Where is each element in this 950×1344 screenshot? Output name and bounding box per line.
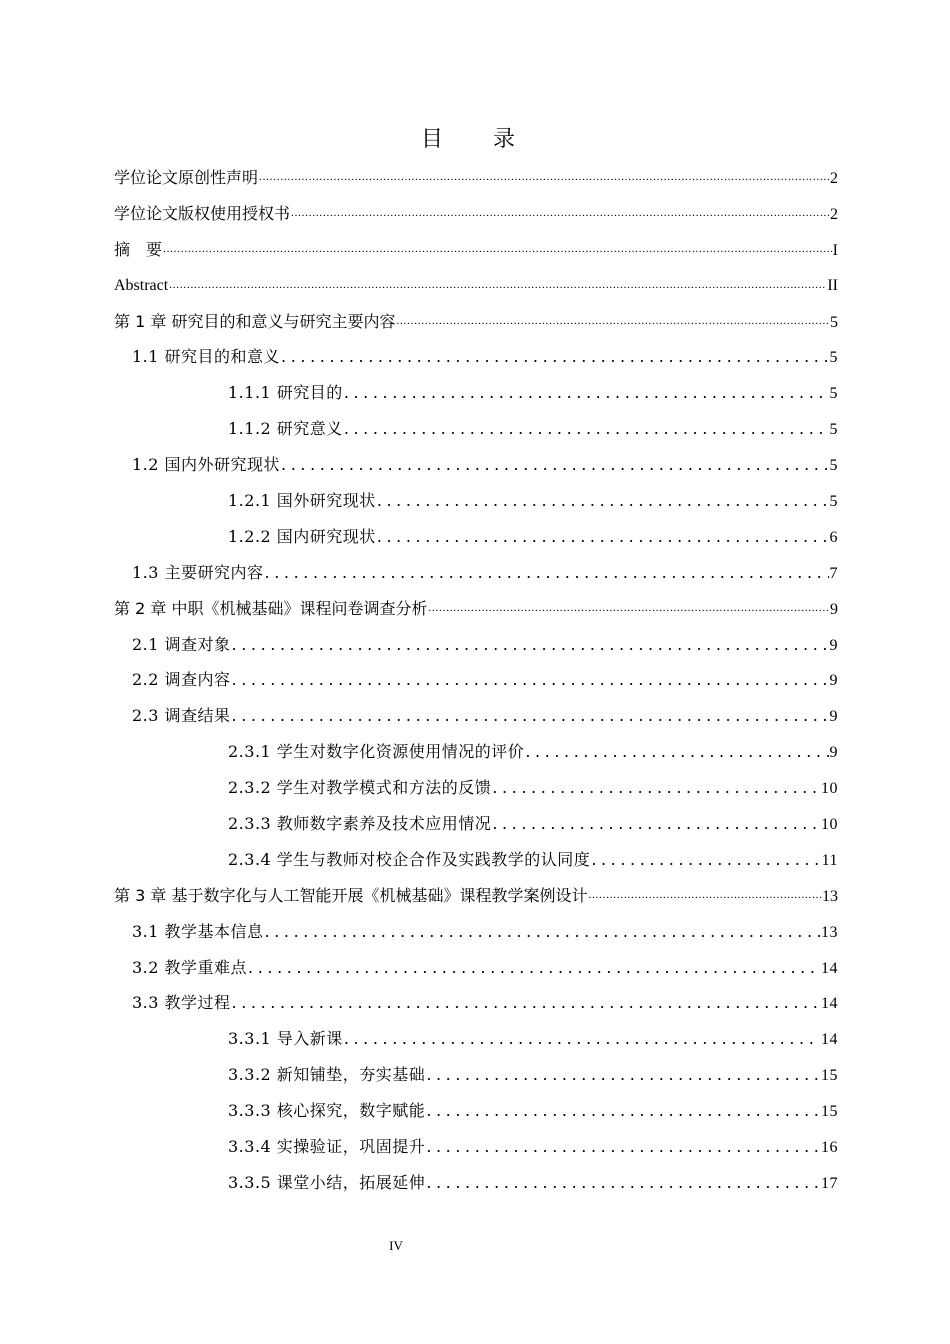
toc-entry-label: 2.3.2 学生对教学模式和方法的反馈	[228, 778, 492, 798]
toc-entry-page-number: 9	[830, 600, 838, 618]
toc-entry-label: Abstract	[114, 276, 169, 294]
toc-dot-leader	[428, 591, 829, 627]
toc-dot-leader	[291, 196, 829, 232]
toc-entry-label: 3.3 教学过程	[132, 993, 231, 1013]
toc-title: 目 录	[420, 127, 529, 152]
toc-dot-leader	[344, 1021, 820, 1057]
toc-entry[interactable]	[114, 770, 838, 806]
toc-entry-label: 3.3.1 导入新课	[228, 1029, 343, 1049]
toc-entry[interactable]	[114, 196, 838, 232]
toc-dot-leader	[426, 1165, 820, 1201]
toc-entry[interactable]	[114, 375, 838, 411]
toc-entry-page-number: 9	[829, 744, 838, 762]
toc-entry-page-number: 7	[829, 564, 838, 582]
toc-dot-leader	[344, 375, 829, 411]
toc-dot-leader	[377, 483, 829, 519]
toc-entry-label: 第 3 章 基于数字化与人工智能开展《机械基础》课程教学案例设计	[114, 885, 588, 905]
toc-entry-label: 1.3 主要研究内容	[132, 562, 264, 582]
toc-entry-page-number: 5	[829, 493, 838, 511]
toc-entry[interactable]	[114, 1165, 838, 1201]
toc-entry-label: 学位论文版权使用授权书	[114, 203, 291, 223]
toc-entry-label: 1.1.2 研究意义	[228, 419, 343, 439]
toc-entry-page-number: 14	[821, 995, 838, 1013]
toc-entry[interactable]	[114, 232, 838, 268]
toc-entry[interactable]	[114, 1129, 838, 1165]
toc-entry-page-number: 14	[821, 1031, 838, 1049]
toc-entry[interactable]	[114, 985, 838, 1021]
toc-dot-leader	[492, 806, 820, 842]
toc-entry[interactable]	[114, 878, 838, 914]
toc-list	[114, 160, 838, 1201]
toc-entry-page-number: 5	[829, 421, 838, 439]
toc-entry-label: 1.2 国内外研究现状	[132, 455, 281, 475]
toc-entry-page-number: 6	[829, 528, 838, 546]
toc-entry-label: 第 2 章 中职《机械基础》课程问卷调查分析	[114, 598, 428, 618]
toc-entry-page-number: 15	[821, 1103, 838, 1121]
toc-entry[interactable]	[114, 160, 838, 196]
toc-entry-label: 学位论文原创性声明	[114, 168, 259, 187]
toc-entry[interactable]	[114, 734, 838, 770]
toc-dot-leader	[344, 411, 829, 447]
toc-entry-page-number: 17	[821, 1174, 838, 1192]
footer-page-number: IV	[389, 1238, 403, 1253]
toc-dot-leader	[232, 662, 829, 698]
toc-entry-label: 3.3.5 课堂小结，拓展延伸	[228, 1172, 426, 1192]
toc-entry-label: 3.2 教学重难点	[132, 957, 248, 977]
toc-entry[interactable]	[114, 304, 838, 340]
toc-entry-page-number: 5	[829, 457, 838, 475]
toc-entry-page-number: 10	[821, 780, 838, 798]
toc-entry-label: 1.1.1 研究目的	[228, 383, 343, 403]
toc-entry-page-number: 11	[821, 851, 838, 869]
toc-dot-leader	[281, 447, 828, 483]
toc-entry-page-number: 14	[821, 959, 838, 977]
toc-entry-label: 2.2 调查内容	[132, 670, 231, 690]
toc-entry-label: 1.2.2 国内研究现状	[228, 526, 376, 546]
toc-entry-label: 2.3.4 学生与教师对校企合作及实践教学的认同度	[228, 849, 591, 869]
toc-dot-leader	[265, 555, 829, 591]
toc-dot-leader	[248, 950, 820, 986]
toc-entry[interactable]	[114, 519, 838, 555]
toc-entry[interactable]	[114, 1021, 838, 1057]
toc-entry-page-number: 9	[829, 708, 838, 726]
toc-entry[interactable]	[114, 806, 838, 842]
toc-entry-label: 摘 要	[114, 239, 163, 259]
toc-entry-page-number: 10	[821, 816, 838, 834]
toc-dot-leader	[232, 985, 820, 1021]
toc-entry-page-number: 15	[821, 1067, 838, 1085]
toc-entry[interactable]	[114, 842, 838, 878]
toc-entry-label: 第 1 章 研究目的和意义与研究主要内容	[114, 311, 396, 331]
toc-dot-leader	[281, 339, 828, 375]
toc-entry-page-number: 2	[830, 205, 838, 223]
toc-dot-leader	[232, 698, 829, 734]
toc-entry[interactable]	[114, 447, 838, 483]
toc-dot-leader	[525, 734, 828, 770]
toc-dot-leader	[426, 1129, 820, 1165]
toc-entry-label: 2.1 调查对象	[132, 634, 231, 654]
toc-entry-page-number: 16	[821, 1139, 838, 1157]
toc-entry-page-number: 9	[829, 636, 838, 654]
toc-entry-label: 3.1 教学基本信息	[132, 921, 264, 941]
toc-entry[interactable]	[114, 411, 838, 447]
toc-entry-page-number: 5	[829, 385, 838, 403]
toc-entry-label: 2.3.1 学生对数字化资源使用情况的评价	[228, 742, 525, 762]
toc-entry[interactable]	[114, 1057, 838, 1093]
toc-entry-page-number: II	[827, 276, 838, 294]
toc-entry[interactable]	[114, 555, 838, 591]
toc-dot-leader	[426, 1093, 820, 1129]
toc-entry[interactable]	[114, 627, 838, 663]
toc-entry-page-number: 5	[830, 313, 838, 331]
toc-dot-leader	[232, 627, 829, 663]
toc-entry-label: 3.3.2 新知铺垫，夯实基础	[228, 1065, 426, 1085]
toc-dot-leader	[591, 842, 820, 878]
toc-entry[interactable]	[114, 950, 838, 986]
toc-entry-label: 2.3 调查结果	[132, 706, 231, 726]
toc-entry-page-number: 13	[822, 887, 838, 905]
toc-entry-label: 1.1 研究目的和意义	[132, 347, 281, 367]
toc-entry[interactable]	[114, 483, 838, 519]
toc-dot-leader	[377, 519, 829, 555]
toc-entry[interactable]	[114, 268, 838, 304]
toc-entry-page-number: 9	[829, 672, 838, 690]
toc-dot-leader	[588, 878, 821, 914]
toc-entry[interactable]	[114, 1093, 838, 1129]
toc-dot-leader	[163, 232, 832, 268]
toc-dot-leader	[426, 1057, 820, 1093]
toc-entry[interactable]	[114, 662, 838, 698]
toc-dot-leader	[259, 160, 829, 196]
toc-entry-label: 1.2.1 国外研究现状	[228, 491, 376, 511]
toc-dot-leader	[492, 770, 820, 806]
toc-entry-page-number: I	[832, 241, 838, 259]
toc-entry-page-number: 2	[830, 170, 838, 187]
toc-entry[interactable]	[114, 698, 838, 734]
toc-dot-leader	[396, 304, 829, 340]
toc-dot-leader	[169, 268, 826, 304]
toc-entry-page-number: 5	[829, 349, 838, 367]
toc-entry[interactable]	[114, 339, 838, 375]
toc-entry-page-number: 13	[821, 923, 838, 941]
toc-dot-leader	[265, 914, 820, 950]
toc-entry-label: 3.3.4 实操验证，巩固提升	[228, 1137, 426, 1157]
toc-entry[interactable]	[114, 914, 838, 950]
toc-entry-label: 3.3.3 核心探究，数字赋能	[228, 1101, 426, 1121]
toc-entry[interactable]	[114, 591, 838, 627]
toc-entry-label: 2.3.3 教师数字素养及技术应用情况	[228, 814, 492, 834]
